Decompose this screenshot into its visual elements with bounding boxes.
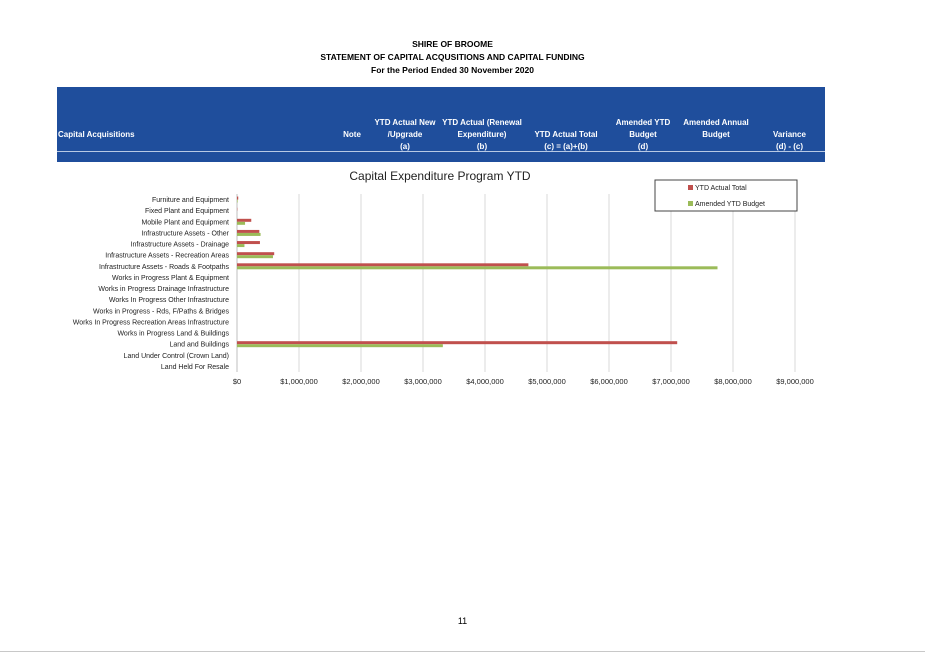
category-label: Works in Progress Land & Buildings bbox=[117, 330, 229, 338]
x-tick-label: $3,000,000 bbox=[404, 377, 442, 386]
header-ytd-new-line2: /Upgrade bbox=[387, 130, 423, 139]
category-label: Infrastructure Assets - Other bbox=[141, 230, 229, 238]
header-amended-ytd-line3: (d) bbox=[637, 142, 649, 151]
category-label: Works in Progress - Rds, F/Paths & Bridges bbox=[92, 308, 229, 316]
bar-amended-ytd-budget bbox=[237, 222, 245, 225]
header-amended-annual-line1: Amended Annual bbox=[683, 118, 749, 127]
period-label: For the Period Ended 30 November 2020 bbox=[371, 65, 534, 75]
statement-title: STATEMENT OF CAPITAL ACQUSITIONS AND CAPITAL FUNDING bbox=[320, 52, 585, 62]
legend-swatch bbox=[688, 185, 693, 190]
bar-ytd-actual-total bbox=[237, 230, 259, 233]
header-ytd-new-line3: (a) bbox=[400, 142, 410, 151]
header-ytd-renewal-line1: YTD Actual (Renewal bbox=[442, 118, 522, 127]
header-amended-ytd-line1: Amended YTD bbox=[615, 118, 671, 127]
header-ytd-total-line2: (c) = (a)+(b) bbox=[544, 142, 588, 151]
category-label: Infrastructure Assets - Drainage bbox=[130, 241, 229, 249]
category-label: Furniture and Equipment bbox=[151, 197, 229, 205]
bar-amended-ytd-budget bbox=[237, 244, 244, 247]
x-tick-label: $0 bbox=[232, 377, 242, 386]
legend-label: YTD Actual Total bbox=[695, 185, 747, 192]
category-label: Infrastructure Assets - Recreation Areas bbox=[105, 252, 229, 260]
legend-label: Amended YTD Budget bbox=[695, 201, 765, 208]
category-label: Land Under Control (Crown Land) bbox=[123, 352, 229, 360]
header-variance-line1: Variance bbox=[773, 130, 806, 139]
header-ytd-total-line1: YTD Actual Total bbox=[534, 130, 598, 139]
category-label: Land and Buildings bbox=[169, 341, 229, 349]
legend-swatch bbox=[688, 201, 693, 206]
chart-title: Capital Expenditure Program YTD bbox=[349, 169, 531, 183]
header-ytd-new-line1: YTD Actual New bbox=[374, 118, 436, 127]
x-tick-label: $5,000,000 bbox=[528, 377, 566, 386]
page-bottom-rule bbox=[0, 651, 925, 652]
category-label: Fixed Plant and Equipment bbox=[144, 208, 229, 216]
org-name: SHIRE OF BROOME bbox=[412, 39, 493, 49]
category-label: Works In Progress Recreation Areas Infrastructure bbox=[72, 319, 229, 327]
bar-amended-ytd-budget bbox=[237, 255, 273, 258]
category-label: Infrastructure Assets - Roads & Footpaths bbox=[99, 263, 229, 271]
x-tick-label: $2,000,000 bbox=[342, 377, 380, 386]
header-capital-acquisitions: Capital Acquisitions bbox=[58, 130, 135, 139]
category-label: Works in Progress Drainage Infrastructure bbox=[98, 286, 229, 294]
header-amended-annual-line2: Budget bbox=[702, 130, 730, 139]
x-tick-label: $6,000,000 bbox=[590, 377, 628, 386]
category-label: Works In Progress Other Infrastructure bbox=[108, 297, 229, 305]
bar-ytd-actual-total bbox=[237, 252, 274, 255]
page-number: 11 bbox=[457, 616, 468, 626]
header-ytd-renewal-line2: Expenditure) bbox=[457, 130, 507, 139]
category-label: Land Held For Resale bbox=[160, 363, 229, 371]
bar-amended-ytd-budget bbox=[237, 200, 238, 203]
header-variance-line2: (d) - (c) bbox=[775, 142, 804, 151]
bar-ytd-actual-total bbox=[237, 263, 528, 266]
x-tick-label: $4,000,000 bbox=[466, 377, 504, 386]
header-ytd-renewal-line3: (b) bbox=[476, 142, 488, 151]
bar-ytd-actual-total bbox=[237, 197, 238, 200]
bar-ytd-actual-total bbox=[237, 219, 251, 222]
category-label: Works in Progress Plant & Equipment bbox=[112, 274, 229, 282]
bar-ytd-actual-total bbox=[237, 341, 677, 344]
x-tick-label: $1,000,000 bbox=[280, 377, 318, 386]
x-tick-label: $9,000,000 bbox=[776, 377, 814, 386]
bar-amended-ytd-budget bbox=[237, 266, 718, 269]
bar-amended-ytd-budget bbox=[237, 344, 443, 347]
category-label: Mobile Plant and Equipment bbox=[141, 219, 229, 227]
header-note: Note bbox=[343, 130, 361, 139]
x-tick-label: $7,000,000 bbox=[652, 377, 690, 386]
bar-ytd-actual-total bbox=[237, 241, 260, 244]
header-amended-ytd-line2: Budget bbox=[629, 130, 657, 139]
x-tick-label: $8,000,000 bbox=[714, 377, 752, 386]
bar-amended-ytd-budget bbox=[237, 233, 261, 236]
